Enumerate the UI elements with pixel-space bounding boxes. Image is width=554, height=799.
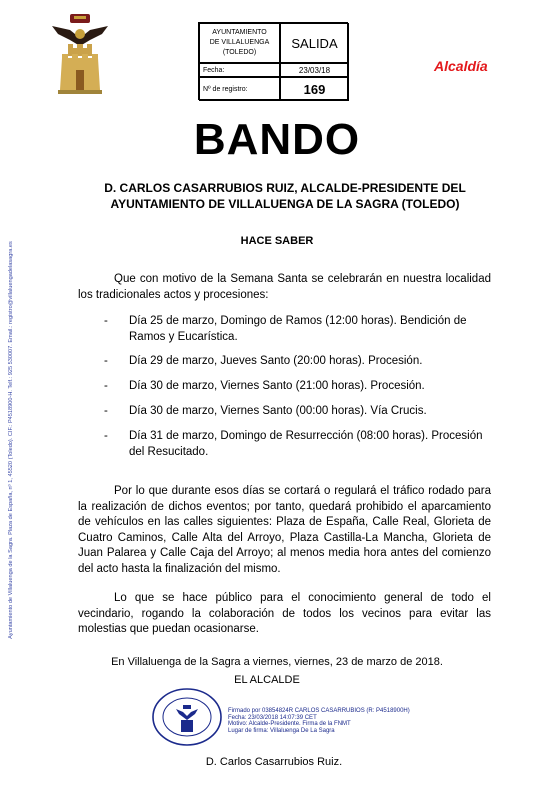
side-address-label: Ayuntamiento de Villaluenga de la Sagra. Plaza de España, nº 1, 45520 (Toledo). CIF.: P4518900-H. Telf.: 925 530007. Email.: registro@villaluengadelasagra.es bbox=[8, 241, 14, 639]
alcaldia-label: Alcaldía bbox=[434, 58, 488, 74]
municipal-crest-icon bbox=[48, 14, 112, 96]
traffic-paragraph: Por lo que durante esos días se cortará o regulará el tráfico rodado para la realización de dichos eventos; por tanto, quedará prohibido el aparcamiento de vehículos en las calles siguientes: Plaza de España, Calle Real, Glorieta de Cuatro Caminos, Calle Alta del Arroyo, Plaza Castilla-La Mancha, Glorieta de Juan Palarea y Calle Caja del Arroyo; al menos media hora antes del comienzo del acto hasta la finalización del mismo. bbox=[78, 485, 491, 575]
registry-number-label: Nº de registro: bbox=[199, 77, 280, 101]
digital-signature-block: Firmado por 03854824R CARLOS CASARRUBIOS (R: P4518900H) Fecha: 23/03/2018 14:07:39 CET Motivo: Alcalde-Presidente. Firma de la FNMT Lugar de firma: Villaluenga De La Sagra bbox=[228, 708, 410, 735]
registry-ayuntamiento: AYUNTAMIENTO DE VILLALUENGA (TOLEDO) bbox=[199, 23, 280, 63]
signer-name: D. Carlos Casarrubios Ruiz. bbox=[205, 756, 343, 768]
registry-date-label: Fecha: bbox=[199, 63, 280, 77]
mayor-header-line-2: AYUNTAMIENTO DE VILLALUENGA DE LA SAGRA (TOLEDO) bbox=[110, 197, 460, 211]
hace-saber-heading: HACE SABER bbox=[240, 235, 314, 247]
mayor-header-line-1: D. CARLOS CASARRUBIOS RUIZ, ALCALDE-PRESIDENTE DEL bbox=[104, 181, 466, 195]
registry-type: SALIDA bbox=[280, 23, 349, 63]
public-notice-paragraph: Lo que se hace público para el conocimiento general de todo el vecindario, rogando la colaboración de todos los vecinos para evitar las molestias que puedan ocasionarse. bbox=[78, 592, 491, 635]
place-date-line: En Villaluenga de la Sagra a viernes, viernes, 23 de marzo de 2018. bbox=[111, 656, 443, 668]
municipal-seal-icon bbox=[150, 687, 224, 747]
intro-paragraph: Que con motivo de la Semana Santa se celebrarán en nuestra localidad los tradicionales actos y procesiones: bbox=[78, 273, 491, 301]
registry-stamp bbox=[198, 22, 348, 100]
registry-date-value: 23/03/18 bbox=[280, 63, 349, 77]
el-alcalde-label: EL ALCALDE bbox=[234, 674, 300, 686]
document-title: BANDO bbox=[193, 115, 361, 164]
registry-number-value: 169 bbox=[280, 77, 349, 101]
